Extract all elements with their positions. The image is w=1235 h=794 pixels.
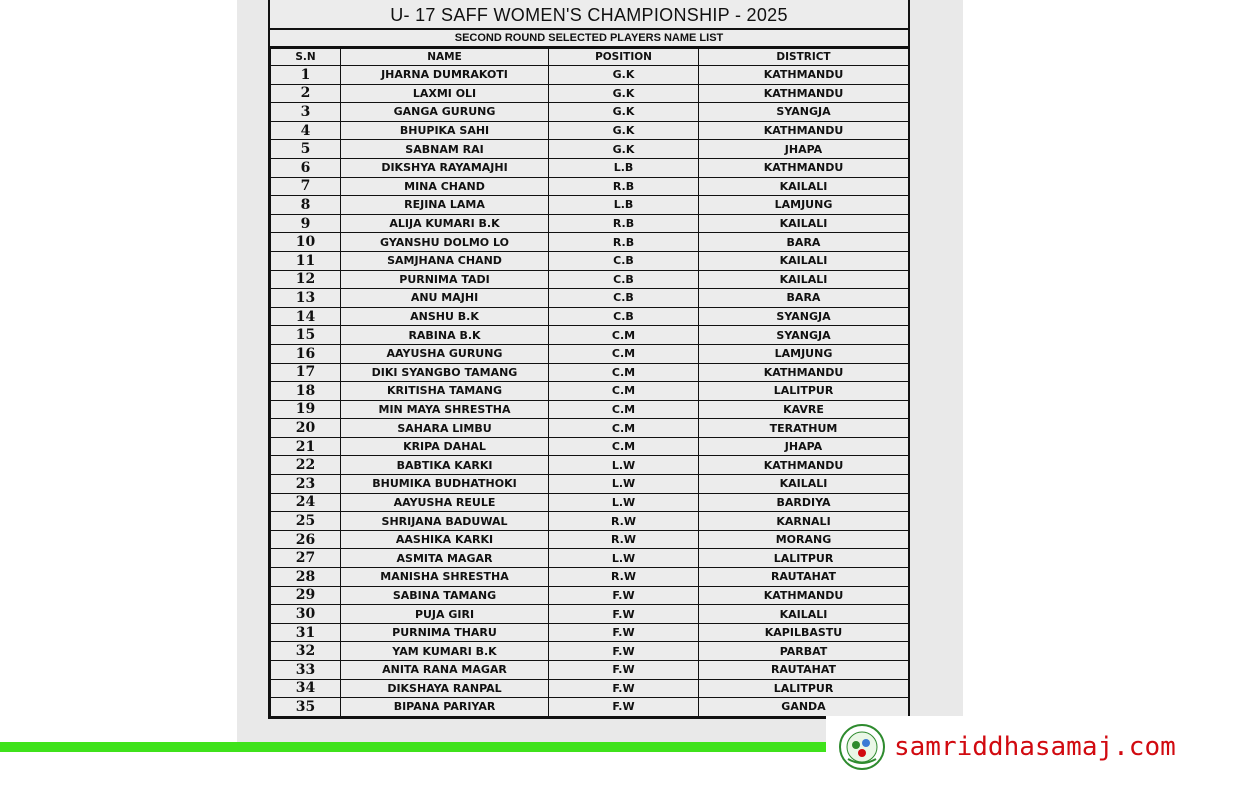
cell-position: F.W [549,679,699,698]
table-header-row [271,49,909,66]
table-row [271,586,909,605]
cell-sn: 8 [271,196,341,215]
cell-position: F.W [549,586,699,605]
cell-district: TERATHUM [699,419,909,438]
cell-sn: 9 [271,214,341,233]
cell-position: C.M [549,344,699,363]
table-row [271,493,909,512]
cell-district: KATHMANDU [699,121,909,140]
cell-sn: 32 [271,642,341,661]
cell-district: BARA [699,289,909,308]
table-row [271,270,909,289]
cell-sn: 17 [271,363,341,382]
table-row [271,400,909,419]
header-position: POSITION [549,49,699,66]
header-sn: S.N [271,49,341,66]
cell-name: PUJA GIRI [341,605,549,624]
table-row [271,549,909,568]
cell-sn: 15 [271,326,341,345]
table-row [271,679,909,698]
cell-sn: 30 [271,605,341,624]
cell-district: KAILALI [699,214,909,233]
cell-name: KRIPA DAHAL [341,437,549,456]
cell-district: LALITPUR [699,679,909,698]
cell-sn: 31 [271,623,341,642]
table-row [271,419,909,438]
table-row [271,196,909,215]
cell-district: JHAPA [699,140,909,159]
cell-sn: 12 [271,270,341,289]
cell-district: JHAPA [699,437,909,456]
cell-district: KAILALI [699,605,909,624]
cell-district: LAMJUNG [699,196,909,215]
watermark-brand [826,716,1235,778]
cell-position: R.W [549,530,699,549]
cell-district: KAILALI [699,251,909,270]
table-row [271,475,909,494]
players-table [270,48,909,717]
cell-sn: 1 [271,66,341,85]
watermark-text: samriddhasamaj.com [894,732,1176,762]
cell-name: SHRIJANA BADUWAL [341,512,549,531]
cell-name: BIPANA PARIYAR [341,698,549,717]
cell-name: ANU MAJHI [341,289,549,308]
cell-name: SAHARA LIMBU [341,419,549,438]
table-row [271,251,909,270]
cell-sn: 5 [271,140,341,159]
cell-district: BARDIYA [699,493,909,512]
cell-position: G.K [549,103,699,122]
cell-name: PURNIMA TADI [341,270,549,289]
cell-sn: 13 [271,289,341,308]
cell-position: L.W [549,456,699,475]
cell-name: BHUPIKA SAHI [341,121,549,140]
green-accent-bar [0,742,830,752]
cell-sn: 16 [271,344,341,363]
table-row [271,158,909,177]
cell-name: SABINA TAMANG [341,586,549,605]
cell-name: MANISHA SHRESTHA [341,568,549,587]
cell-sn: 35 [271,698,341,717]
player-list-document [268,0,910,719]
table-row [271,530,909,549]
cell-position: F.W [549,698,699,717]
cell-name: ANSHU B.K [341,307,549,326]
table-row [271,307,909,326]
cell-sn: 24 [271,493,341,512]
table-row [271,140,909,159]
cell-position: L.B [549,158,699,177]
cell-name: BHUMIKA BUDHATHOKI [341,475,549,494]
cell-name: PURNIMA THARU [341,623,549,642]
cell-sn: 10 [271,233,341,252]
table-row [271,66,909,85]
cell-position: F.W [549,661,699,680]
header-name: NAME [341,49,549,66]
table-row [271,568,909,587]
cell-sn: 33 [271,661,341,680]
cell-position: L.W [549,475,699,494]
cell-position: C.M [549,363,699,382]
cell-district: KATHMANDU [699,363,909,382]
cell-position: F.W [549,642,699,661]
cell-district: BARA [699,233,909,252]
cell-name: AAYUSHA GURUNG [341,344,549,363]
table-row [271,363,909,382]
cell-position: R.B [549,214,699,233]
cell-name: DIKSHYA RAYAMAJHI [341,158,549,177]
cell-sn: 22 [271,456,341,475]
cell-position: C.B [549,270,699,289]
cell-position: G.K [549,66,699,85]
cell-position: L.W [549,549,699,568]
table-row [271,512,909,531]
table-row [271,103,909,122]
cell-district: LALITPUR [699,382,909,401]
table-row [271,623,909,642]
cell-name: LAXMI OLI [341,84,549,103]
table-row [271,177,909,196]
header-district: DISTRICT [699,49,909,66]
cell-district: KAILALI [699,270,909,289]
cell-sn: 14 [271,307,341,326]
table-row [271,382,909,401]
cell-name: JHARNA DUMRAKOTI [341,66,549,85]
cell-sn: 25 [271,512,341,531]
cell-position: R.B [549,233,699,252]
cell-position: C.B [549,307,699,326]
cell-position: C.M [549,382,699,401]
cell-sn: 7 [271,177,341,196]
cell-name: MIN MAYA SHRESTHA [341,400,549,419]
cell-sn: 29 [271,586,341,605]
cell-sn: 26 [271,530,341,549]
cell-position: F.W [549,605,699,624]
cell-sn: 2 [271,84,341,103]
table-row [271,84,909,103]
cell-district: KARNALI [699,512,909,531]
cell-sn: 18 [271,382,341,401]
cell-district: SYANGJA [699,307,909,326]
cell-position: C.B [549,289,699,308]
cell-position: L.B [549,196,699,215]
cell-position: R.W [549,568,699,587]
cell-district: LAMJUNG [699,344,909,363]
cell-position: G.K [549,140,699,159]
cell-name: BABTIKA KARKI [341,456,549,475]
cell-sn: 4 [271,121,341,140]
cell-name: DIKSHAYA RANPAL [341,679,549,698]
cell-position: C.M [549,326,699,345]
cell-position: C.M [549,400,699,419]
samriddha-samaj-logo-icon [838,723,886,771]
cell-position: R.W [549,512,699,531]
cell-district: MORANG [699,530,909,549]
table-row [271,121,909,140]
document-subtitle: SECOND ROUND SELECTED PLAYERS NAME LIST [270,30,908,48]
cell-name: SAMJHANA CHAND [341,251,549,270]
cell-sn: 23 [271,475,341,494]
cell-district: KATHMANDU [699,66,909,85]
cell-district: KAPILBASTU [699,623,909,642]
cell-sn: 6 [271,158,341,177]
cell-position: R.B [549,177,699,196]
cell-district: KATHMANDU [699,456,909,475]
cell-name: MINA CHAND [341,177,549,196]
table-row [271,437,909,456]
cell-position: C.M [549,437,699,456]
table-row [271,698,909,717]
document-title: U- 17 SAFF WOMEN'S CHAMPIONSHIP - 2025 [270,0,908,30]
cell-position: C.M [549,419,699,438]
cell-district: PARBAT [699,642,909,661]
cell-name: AASHIKA KARKI [341,530,549,549]
cell-district: KATHMANDU [699,84,909,103]
cell-name: YAM KUMARI B.K [341,642,549,661]
cell-position: C.B [549,251,699,270]
cell-district: SYANGJA [699,326,909,345]
cell-name: ALIJA KUMARI B.K [341,214,549,233]
cell-district: SYANGJA [699,103,909,122]
cell-sn: 34 [271,679,341,698]
cell-name: ASMITA MAGAR [341,549,549,568]
table-row [271,233,909,252]
table-row [271,605,909,624]
cell-district: KATHMANDU [699,586,909,605]
cell-position: G.K [549,121,699,140]
cell-position: F.W [549,623,699,642]
table-row [271,289,909,308]
cell-sn: 11 [271,251,341,270]
cell-name: SABNAM RAI [341,140,549,159]
table-row [271,326,909,345]
cell-name: RABINA B.K [341,326,549,345]
table-row [271,214,909,233]
cell-sn: 3 [271,103,341,122]
table-row [271,642,909,661]
cell-sn: 19 [271,400,341,419]
cell-position: G.K [549,84,699,103]
cell-sn: 20 [271,419,341,438]
cell-district: KAILALI [699,475,909,494]
cell-district: RAUTAHAT [699,568,909,587]
table-row [271,344,909,363]
cell-district: KAILALI [699,177,909,196]
cell-name: DIKI SYANGBO TAMANG [341,363,549,382]
cell-sn: 28 [271,568,341,587]
cell-position: L.W [549,493,699,512]
cell-district: LALITPUR [699,549,909,568]
cell-name: KRITISHA TAMANG [341,382,549,401]
cell-district: RAUTAHAT [699,661,909,680]
cell-name: ANITA RANA MAGAR [341,661,549,680]
table-row [271,661,909,680]
cell-district: KAVRE [699,400,909,419]
cell-name: AAYUSHA REULE [341,493,549,512]
table-row [271,456,909,475]
cell-sn: 21 [271,437,341,456]
cell-sn: 27 [271,549,341,568]
cell-name: GANGA GURUNG [341,103,549,122]
cell-district: KATHMANDU [699,158,909,177]
cell-district: GANDA [699,698,909,717]
cell-name: REJINA LAMA [341,196,549,215]
cell-name: GYANSHU DOLMO LO [341,233,549,252]
